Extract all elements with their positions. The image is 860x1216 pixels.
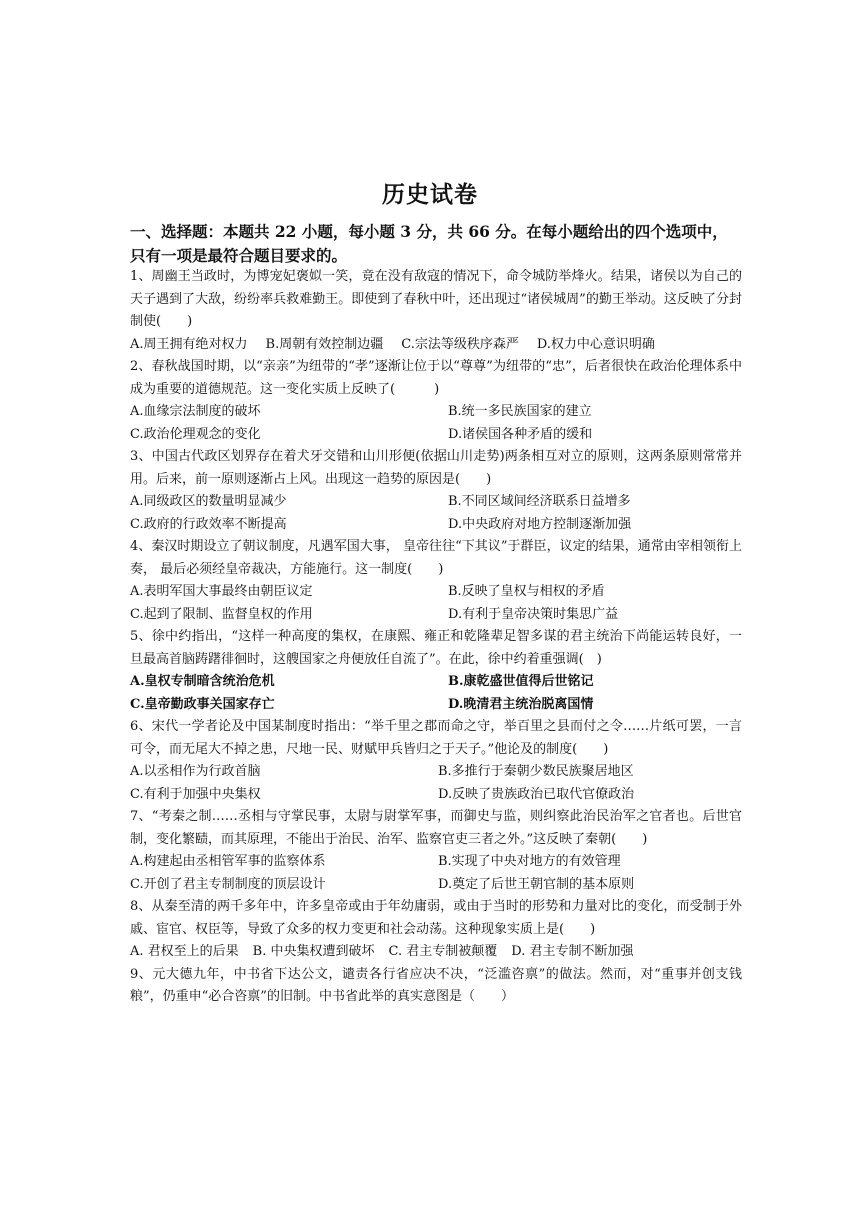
page-title: 历史试卷 [382,181,478,208]
question-stem: 5、徐中约指出，“这样一种高度的集权，在康熙、雍正和乾隆辈足智多谋的君主统治下尚能运转良好，一旦最高首脑踌躇徘徊时，这艘国家之舟便放任自流了”。在此，徐中约着重强调( ) [130,629,742,667]
question-stem: 6、宋代一学者论及中国某制度时指出：“举千里之郡而命之守，举百里之县而付之令……片纸可罢，一言可令，而无尾大不掉之患，尺地一民、财赋甲兵皆归之于天子。”他论及的制度( ) [130,719,742,757]
option-b: B.统一多民族国家的建立 [448,404,592,419]
option-b: B.周朝有效控制边疆 [265,336,384,352]
option-c: C.开创了君主专制制度的顶层设计 [130,876,326,892]
options [130,671,742,716]
question-stem: 1、周幽王当政时，为博宠妃褒姒一笑，竟在没有敌寇的情况下，命令城防举烽火。结果，诸侯以为自己的天子遇到了大敌，纷纷率兵救难勤王。即使到了春秋中叶，还出现过“诸侯城周”的勤王举动。这反映了分封制使( ) [130,269,742,329]
question-9 [130,964,742,1009]
options [130,761,742,806]
question-stem: 2、春秋战国时期，以“亲亲”为纽带的“孝”逐渐让位于以“尊尊”为纽带的“忠”，后者很快在政治伦理体系中成为重要的道德规范。这一变化实质上反映了( ) [130,359,742,397]
option-d: D.有利于皇帝决策时集思广益 [448,606,619,622]
options [130,851,742,896]
questions-list [130,266,742,1009]
option-c: C.皇帝勤政事关国家存亡 [130,696,275,712]
option-b: B.康乾盛世值得后世铭记 [448,674,594,689]
options [130,491,742,536]
option-d: D.晚清君主统治脱离国情 [448,696,594,712]
question-6 [130,716,742,806]
option-b: B.实现了中央对地方的有效管理 [438,854,621,869]
option-c: C.起到了限制、监督皇权的作用 [130,606,313,622]
options [130,941,742,964]
option-b: B.反映了皇权与相权的矛盾 [448,584,605,599]
option-a: A.同级政区的数量明显减少 [130,494,287,509]
options [130,581,742,626]
option-d: D.反映了贵族政治已取代官僚政治 [438,786,635,802]
question-7 [130,806,742,896]
options [130,401,742,446]
question-2 [130,356,742,446]
option-a: A.周王拥有绝对权力 [130,336,248,352]
option-d: D.诸侯国各种矛盾的缓和 [448,426,593,442]
option-c: C. 君主专制被颠覆 [388,944,498,959]
option-d: D.奠定了后世王朝官制的基本原则 [438,876,635,892]
option-c: C.政府的行政效率不断提高 [130,516,287,532]
option-a: A.皇权专制暗含统治危机 [130,674,275,689]
option-a: A. 君权至上的后果 [130,944,239,959]
question-1 [130,266,742,356]
option-d: D.中央政府对地方控制逐渐加强 [448,516,632,532]
question-stem: 7、“考秦之制……丞相与守掌民事，太尉与尉掌军事，而御史与监，则纠察此治民治军之官者也。后世官制，变化繁赜，而其原理，不能出于治民、治军、监察官吏三者之外。”这反映了秦朝( ) [130,809,742,847]
question-8 [130,896,742,964]
option-a: A.构建起由丞相管军事的监察体系 [130,854,326,869]
option-c: C.政治伦理观念的变化 [130,426,261,442]
option-a: A.血缘宗法制度的破坏 [130,404,261,419]
option-d: D.权力中心意识明确 [536,336,655,352]
option-b: B.多推行于秦朝少数民族聚居地区 [438,764,634,779]
question-stem: 9、元大德九年，中书省下达公文，谴责各行省应决不决，“泛滥咨禀”的做法。然而，对“重事并创支钱粮”，仍重申“必合咨禀”的旧制。中书省此举的真实意图是（ ） [130,966,742,1004]
option-b: B.不同区域间经济联系日益增多 [448,494,631,509]
option-c: C.宗法等级秩序森严 [401,336,519,352]
section-heading: 一、选择题：本题共 22 小题，每小题 3 分，共 66 分。在每小题给出的四个选项中，只有一项是最符合题目要求的。 [130,222,728,265]
option-d: D. 君主专制不断加强 [511,944,634,959]
option-b: B. 中央集权遭到破坏 [252,944,375,959]
question-stem: 3、中国古代政区划界存在着犬牙交错和山川形便(依据山川走势)两条相互对立的原则，这两条原则常常并用。后来，前一原则逐渐占上风。出现这一趋势的原因是( ) [130,449,742,487]
option-c: C.有利于加强中央集权 [130,786,261,802]
question-5 [130,626,742,716]
question-stem: 8、从秦至清的两千多年中，许多皇帝或由于年幼庸弱，或由于当时的形势和力量对比的变化，而受制于外戚、宦官、权臣等，导致了众多的权力变更和社会动荡。这种现象实质上是( ) [130,899,742,937]
question-stem: 4、秦汉时期设立了朝议制度，凡遇军国大事， 皇帝往往“下其议”于群臣，议定的结果，通常由宰相领衔上奏， 最后必须经皇帝裁决，方能施行。这一制度( ) [130,539,742,577]
question-4 [130,536,742,626]
option-a: A.以丞相作为行政首脑 [130,764,261,779]
option-a: A.表明军国大事最终由朝臣议定 [130,584,313,599]
options [130,334,742,357]
question-3 [130,446,742,536]
